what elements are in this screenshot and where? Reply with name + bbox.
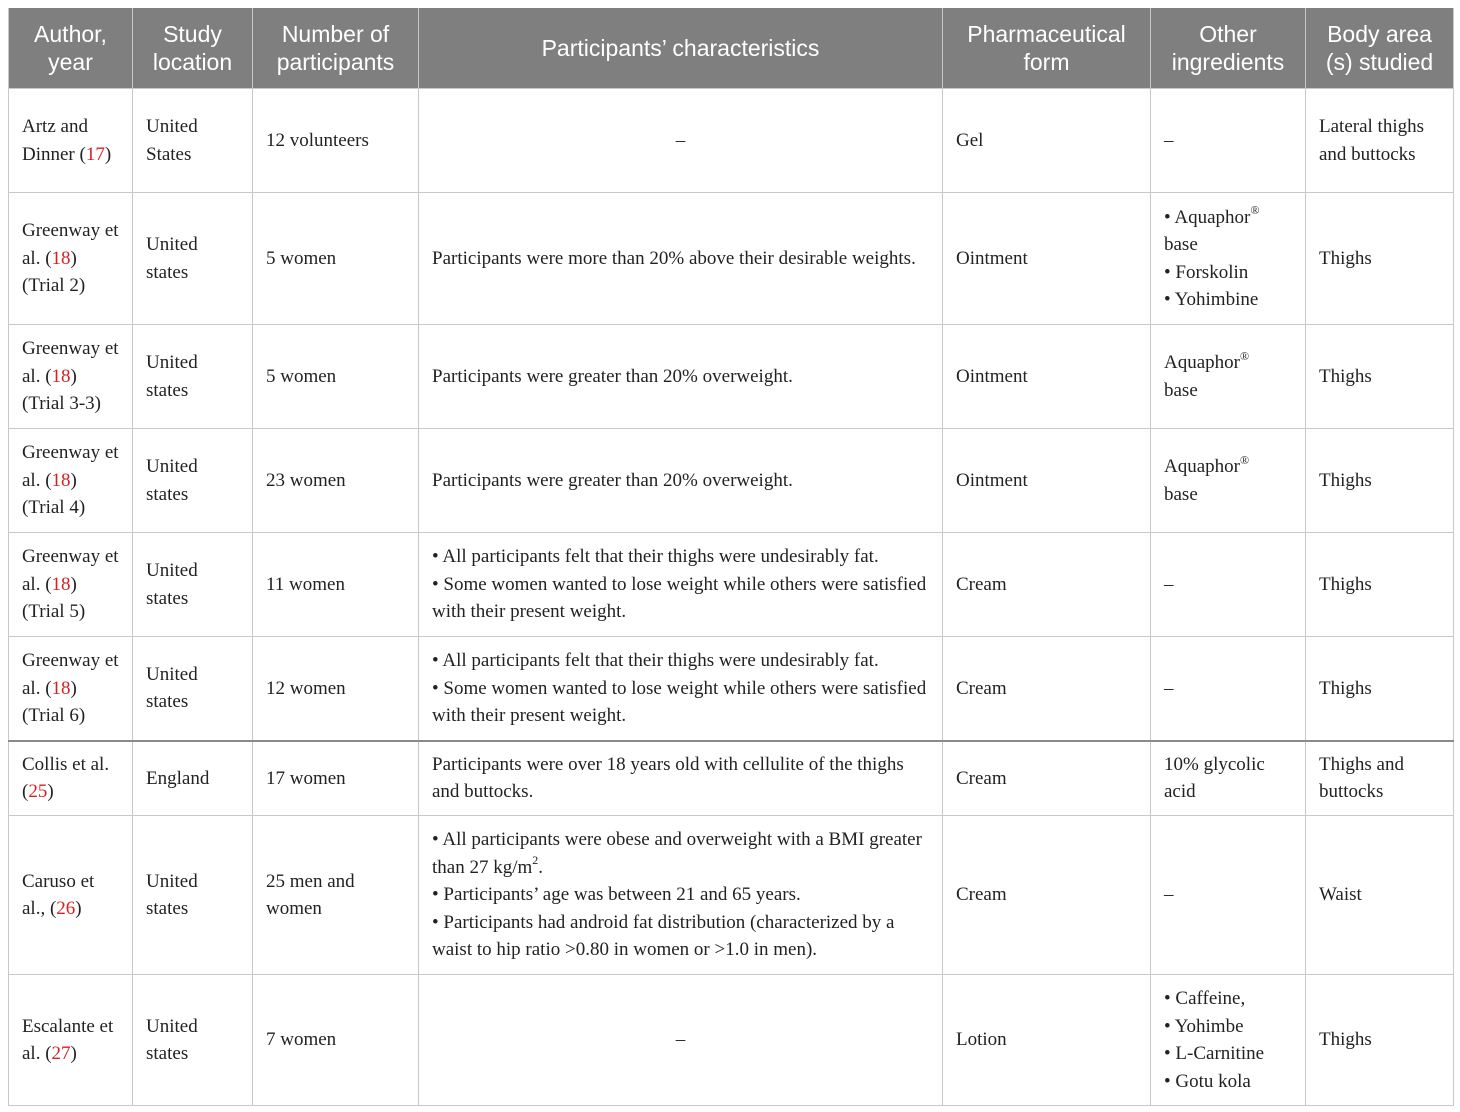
- header-author: Author, year: [9, 8, 133, 89]
- participants-cell: 17 women: [253, 741, 419, 816]
- header-body-area: Body area (s) studied: [1306, 8, 1454, 89]
- table-container: [8, 8, 1453, 1106]
- header-ingredients: Other ingredients: [1151, 8, 1306, 89]
- table-row: [9, 816, 1454, 975]
- characteristics-cell: Participants were more than 20% above their desirable weights.: [419, 193, 943, 325]
- reference-link[interactable]: 18: [51, 573, 71, 595]
- body-area-cell: Waist: [1306, 816, 1454, 975]
- characteristics-cell: • All participants felt that their thighs were undesirably fat. • Some women wanted to lose weight while others were satisfied with their present weight.: [419, 637, 943, 741]
- ingredients-cell: –: [1151, 637, 1306, 741]
- table-row: [9, 193, 1454, 325]
- header-form: Pharmaceutical form: [943, 8, 1151, 89]
- form-cell: Cream: [943, 741, 1151, 816]
- location-cell: United states: [133, 429, 253, 533]
- characteristics-cell: • All participants were obese and overweight with a BMI greater than 27 $kg/m^2$. • Participants’ age was between 21 and 65 years. • Participants had android fat distribution (characterized by a waist to hip ratio >0.80 in women or >1.0 in men).: [419, 816, 943, 975]
- participants-cell: 5 women: [253, 325, 419, 429]
- location-cell: United states: [133, 533, 253, 637]
- reference-link[interactable]: 18: [51, 677, 71, 699]
- body-area-cell: Thighs: [1306, 429, 1454, 533]
- location-cell: United states: [133, 975, 253, 1106]
- reference-link[interactable]: 26: [56, 898, 76, 919]
- header-row: [9, 8, 1454, 89]
- ingredients-cell: –: [1151, 533, 1306, 637]
- reference-link[interactable]: 18: [51, 365, 71, 387]
- author-cell: Artz and Dinner (17): [9, 89, 133, 193]
- header-participants: Number of participants: [253, 8, 419, 89]
- body-area-cell: Thighs: [1306, 325, 1454, 429]
- participants-cell: 25 men and women: [253, 816, 419, 975]
- reference-link[interactable]: 18: [51, 247, 71, 269]
- author-cell: Greenway et al. (18) (Trial 5): [9, 533, 133, 637]
- table-row: [9, 325, 1454, 429]
- location-cell: United states: [133, 325, 253, 429]
- author-cell: Greenway et al. (18) (Trial 6): [9, 637, 133, 741]
- table-row: [9, 741, 1454, 816]
- ingredients-cell: • Caffeine, • Yohimbe • L-Carnitine • Gotu kola: [1151, 975, 1306, 1106]
- participants-cell: 5 women: [253, 193, 419, 325]
- participants-cell: 12 volunteers: [253, 89, 419, 193]
- author-cell: Greenway et al. (18) (Trial 2): [9, 193, 133, 325]
- form-cell: Ointment: [943, 193, 1151, 325]
- participants-cell: 12 women: [253, 637, 419, 741]
- characteristics-cell: Participants were greater than 20% overweight.: [419, 429, 943, 533]
- ingredients-cell: –: [1151, 89, 1306, 193]
- form-cell: Cream: [943, 533, 1151, 637]
- reference-link[interactable]: 18: [51, 469, 71, 491]
- form-cell: Ointment: [943, 325, 1151, 429]
- author-cell: Collis et al. (25): [9, 741, 133, 816]
- location-cell: United States: [133, 89, 253, 193]
- author-cell: Caruso et al., (26): [9, 816, 133, 975]
- characteristics-cell: –: [419, 89, 943, 193]
- body-area-cell: Thighs and buttocks: [1306, 741, 1454, 816]
- body-area-cell: Thighs: [1306, 975, 1454, 1106]
- author-cell: Greenway et al. (18) (Trial 4): [9, 429, 133, 533]
- ingredients-cell: Aquaphor® base: [1151, 325, 1306, 429]
- form-cell: Cream: [943, 816, 1151, 975]
- form-cell: Gel: [943, 89, 1151, 193]
- table-row: [9, 975, 1454, 1106]
- characteristics-cell: • All participants felt that their thighs were undesirably fat. • Some women wanted to lose weight while others were satisfied with their present weight.: [419, 533, 943, 637]
- location-cell: United states: [133, 816, 253, 975]
- form-cell: Lotion: [943, 975, 1151, 1106]
- table-row: [9, 429, 1454, 533]
- ingredients-cell: Aquaphor® base: [1151, 429, 1306, 533]
- author-cell: Escalante et al. (27): [9, 975, 133, 1106]
- ingredients-cell: –: [1151, 816, 1306, 975]
- participants-cell: 11 women: [253, 533, 419, 637]
- form-cell: Ointment: [943, 429, 1151, 533]
- body-area-cell: Thighs: [1306, 193, 1454, 325]
- body-area-cell: Thighs: [1306, 533, 1454, 637]
- ingredients-cell: 10% glycolic acid: [1151, 741, 1306, 816]
- participants-cell: 7 women: [253, 975, 419, 1106]
- table-row: [9, 637, 1454, 741]
- characteristics-cell: Participants were greater than 20% overweight.: [419, 325, 943, 429]
- ingredients-cell: • Aquaphor® base • Forskolin • Yohimbine: [1151, 193, 1306, 325]
- participants-cell: 23 women: [253, 429, 419, 533]
- characteristics-cell: Participants were over 18 years old with cellulite of the thighs and buttocks.: [419, 741, 943, 816]
- table-row: [9, 533, 1454, 637]
- body-area-cell: Lateral thighs and buttocks: [1306, 89, 1454, 193]
- reference-link[interactable]: 27: [51, 1043, 71, 1064]
- location-cell: England: [133, 741, 253, 816]
- location-cell: United states: [133, 637, 253, 741]
- table-row: [9, 89, 1454, 193]
- reference-link[interactable]: 17: [85, 143, 105, 165]
- reference-link[interactable]: 25: [28, 781, 48, 803]
- body-area-cell: Thighs: [1306, 637, 1454, 741]
- characteristics-cell: –: [419, 975, 943, 1106]
- form-cell: Cream: [943, 637, 1151, 741]
- location-cell: United states: [133, 193, 253, 325]
- header-characteristics: Participants’ characteristics: [419, 8, 943, 89]
- study-table: [8, 8, 1454, 1106]
- header-location: Study location: [133, 8, 253, 89]
- author-cell: Greenway et al. (18) (Trial 3-3): [9, 325, 133, 429]
